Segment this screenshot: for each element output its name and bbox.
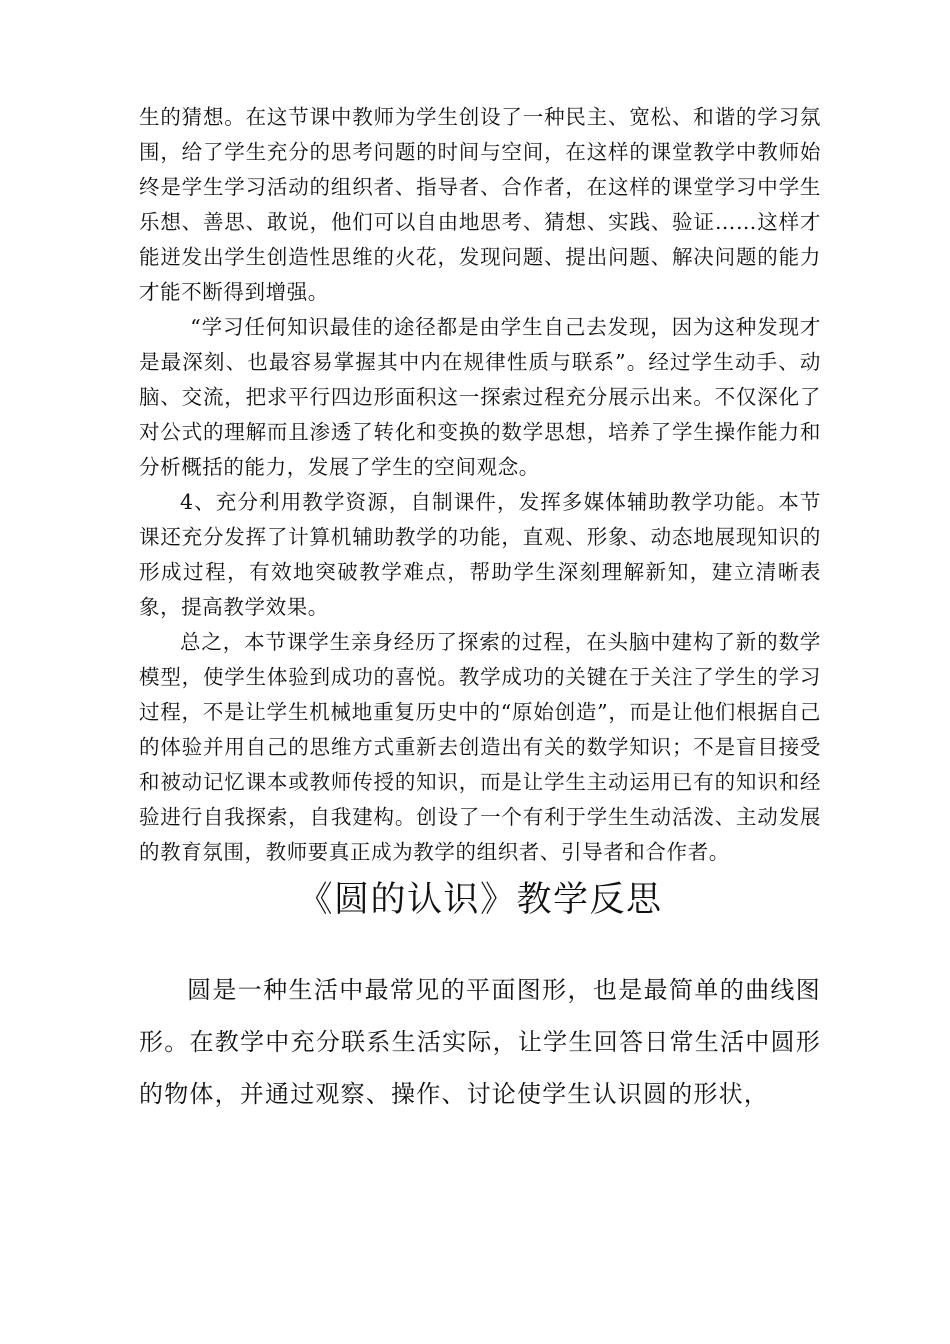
section-paragraph: 圆是一种生活中最常见的平面图形，也是最简单的曲线图形。在教学中充分联系生活实际，让学生回答日常生活中圆形的物体，并通过观察、操作、讨论使学生认识圆的形状，	[139, 976, 821, 1108]
section-title: 《圆的认识》教学反思	[297, 880, 663, 920]
paragraph-summary: 总之，本节课学生亲身经历了探索的过程，在头脑中建构了新的数学模型，使学生体验到成功的喜悦。教学成功的关键在于关注了学生的学习过程，不是让学生机械地重复历史中的“原始创造”，而是让他们根据自己的体验并用自己的思维方式重新去创造出有关的数学知识；不是盲目接受和被动记忆课本或教师传授的知识，而是让学生主动运用已有的知识和经验进行自我探索，自我建构。创设了一个有利于学生生动活泼、主动发展的教育氛围，教师要真正成为教学的组织者、引导者和合作者。	[139, 630, 821, 864]
document-body	[139, 100, 821, 1120]
paragraph-continuation: 生的猜想。在这节课中教师为学生创设了一种民主、宽松、和谐的学习氛围，给了学生充分的思考问题的时间与空间，在这样的课堂教学中教师始终是学生学习活动的组织者、指导者、合作者，在这样的课堂学习中学生乐想、善思、敢说，他们可以自由地思考、猜想、实践、验证……这样才能迸发出学生创造性思维的火花，发现问题、提出问题、解决问题的能力才能不断得到增强。	[139, 105, 821, 304]
paragraph-quote: “学习任何知识最佳的途径都是由学生自己去发现，因为这种发现才是最深刻、也最容易掌握其中内在规律性质与联系”。经过学生动手、动脑、交流，把求平行四边形面积这一探索过程充分展示出来。不仅深化了对公式的理解而且渗透了转化和变换的数学思想，培养了学生操作能力和分析概括的能力，发展了学生的空间观念。	[139, 315, 821, 479]
paragraph-resources: 4、充分利用教学资源，自制课件，发挥多媒体辅助教学功能。本节课还充分发挥了计算机辅助教学的功能，直观、形象、动态地展现知识的形成过程，有效地突破教学难点，帮助学生深刻理解新知，建立清晰表象，提高教学效果。	[139, 490, 821, 619]
